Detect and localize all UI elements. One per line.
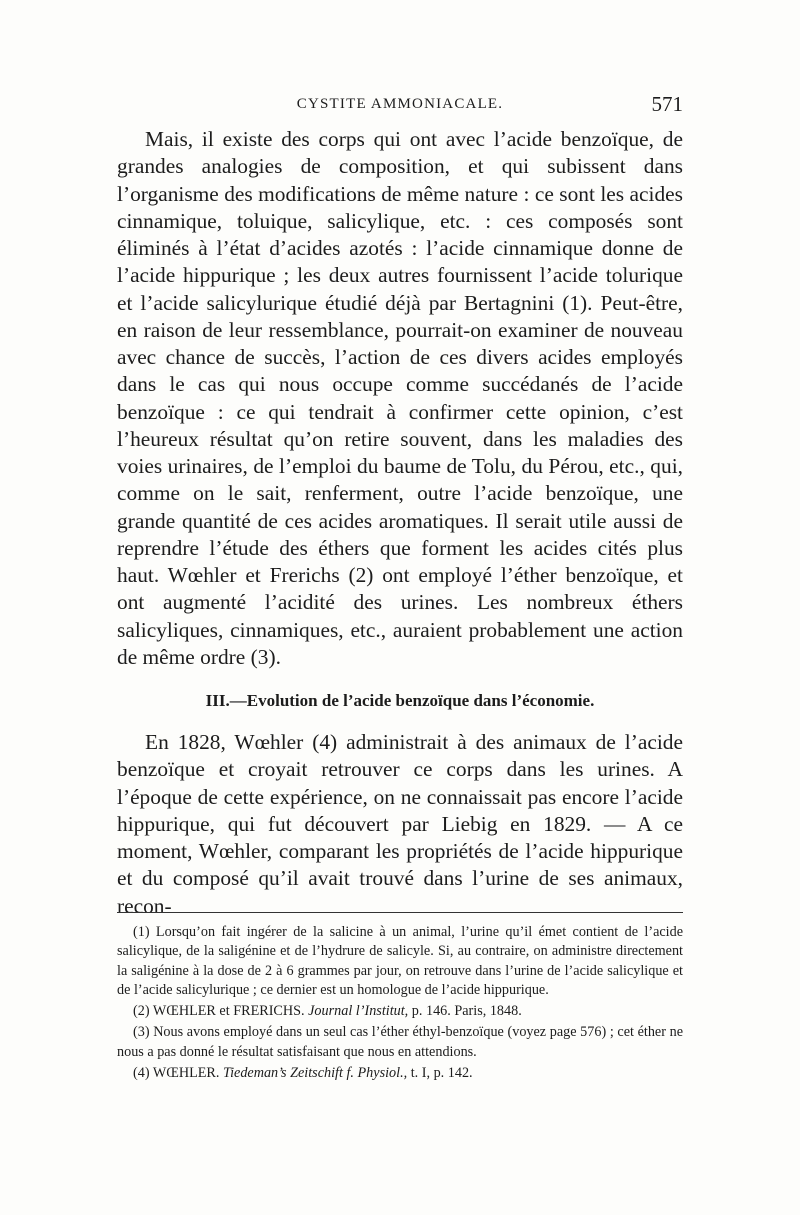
footnotes xyxy=(117,923,683,1083)
body-paragraph: Mais, il existe des corps qui ont avec l’acide benzoïque, de grandes analogies de composition, et qui subissent dans l’organisme des modifications de même nature : ce sont les acides cinnamique, toluique, salicylique, etc. : ces composés sont éliminés à l’état d’acides azotés : l’acide cinnamique donne de l’acide hippurique ; les deux autres fournissent l’acide tolurique et l’acide salicylurique étudié déjà par Bertagnini (1). Peut-être, en raison de leur ressemblance, pourrait-on examiner de nouveau avec chance de succès, l’action de ces divers acides employés dans le cas qui nous occupe comme succédanés de l’acide benzoïque : ce qui tendrait à confirmer cette opinion, c’est l’heureux résultat qu’on retire souvent, dans les maladies des voies urinaires, de l’emploi du baume de Tolu, du Pérou, etc., qui, comme on le sait, renferment, outre l’acide benzoïque, une grande quantité de ces acides aromatiques. Il serait utile aussi de reprendre l’étude des éthers que forment les acides cités plus haut. Wœhler et Frerichs (2) ont employé l’éther benzoïque, et ont augmenté l’acidité des urines. Les nombreux éthers salicyliques, cinnamiques, etc., auraient probablement une action de même ordre (3). xyxy=(117,127,683,669)
section-heading: III.—Evolution de l’acide benzoïque dans l’économie. xyxy=(205,691,595,710)
footnote xyxy=(117,1064,683,1083)
footnote xyxy=(117,1002,683,1021)
footnote-journal: Journal l’Institut, xyxy=(308,1003,409,1020)
footnote-citation: p. 146. Paris, 1848. xyxy=(411,1003,522,1020)
footnote-divider xyxy=(117,912,683,913)
footnote: (3) Nous avons employé dans un seul cas l’éther éthyl-benzoïque (voyez page 576) ; cet éther ne nous a pas donné le résultat satisfaisant que nous en attendions. xyxy=(117,1024,683,1060)
footnote-citation: t. I, p. 142. xyxy=(410,1065,473,1082)
main-text xyxy=(117,126,683,920)
footnote-journal: Tiedeman’s Zeitschift f. Physiol., xyxy=(222,1065,408,1082)
footnote-authors: (2) WŒHLER et FRERICHS. xyxy=(133,1003,305,1020)
body-paragraph: En 1828, Wœhler (4) administrait à des animaux de l’acide benzoïque et croyait retrouver ce corps dans les urines. A l’époque de cette expérience, on ne connaissait pas encore l’acide hippurique, qui fut découvert par Liebig en 1829. — A ce moment, Wœhler, comparant les propriétés de l’acide hippurique et du composé qu’il avait trouvé dans l’urine de ses animaux, recon- xyxy=(117,730,683,918)
footnote-authors: (4) WŒHLER. xyxy=(133,1065,220,1082)
footnote: (1) Lorsqu’on fait ingérer de la salicine à un animal, l’urine qu’il émet contient de l’acide salicylique, de la saligénine et de l’hydrure de salicyle. Si, au contraire, on administre directement la saligénine à la dose de 2 à 6 grammes par jour, on retrouve dans l’urine de l’acide salicylique et de l’acide salicylurique ; ce dernier est un homologue de l’acide hippurique. xyxy=(117,924,683,998)
page-number: 571 xyxy=(651,92,683,116)
running-title: CYSTITE AMMONIACALE. xyxy=(296,96,504,112)
running-header xyxy=(117,92,683,122)
